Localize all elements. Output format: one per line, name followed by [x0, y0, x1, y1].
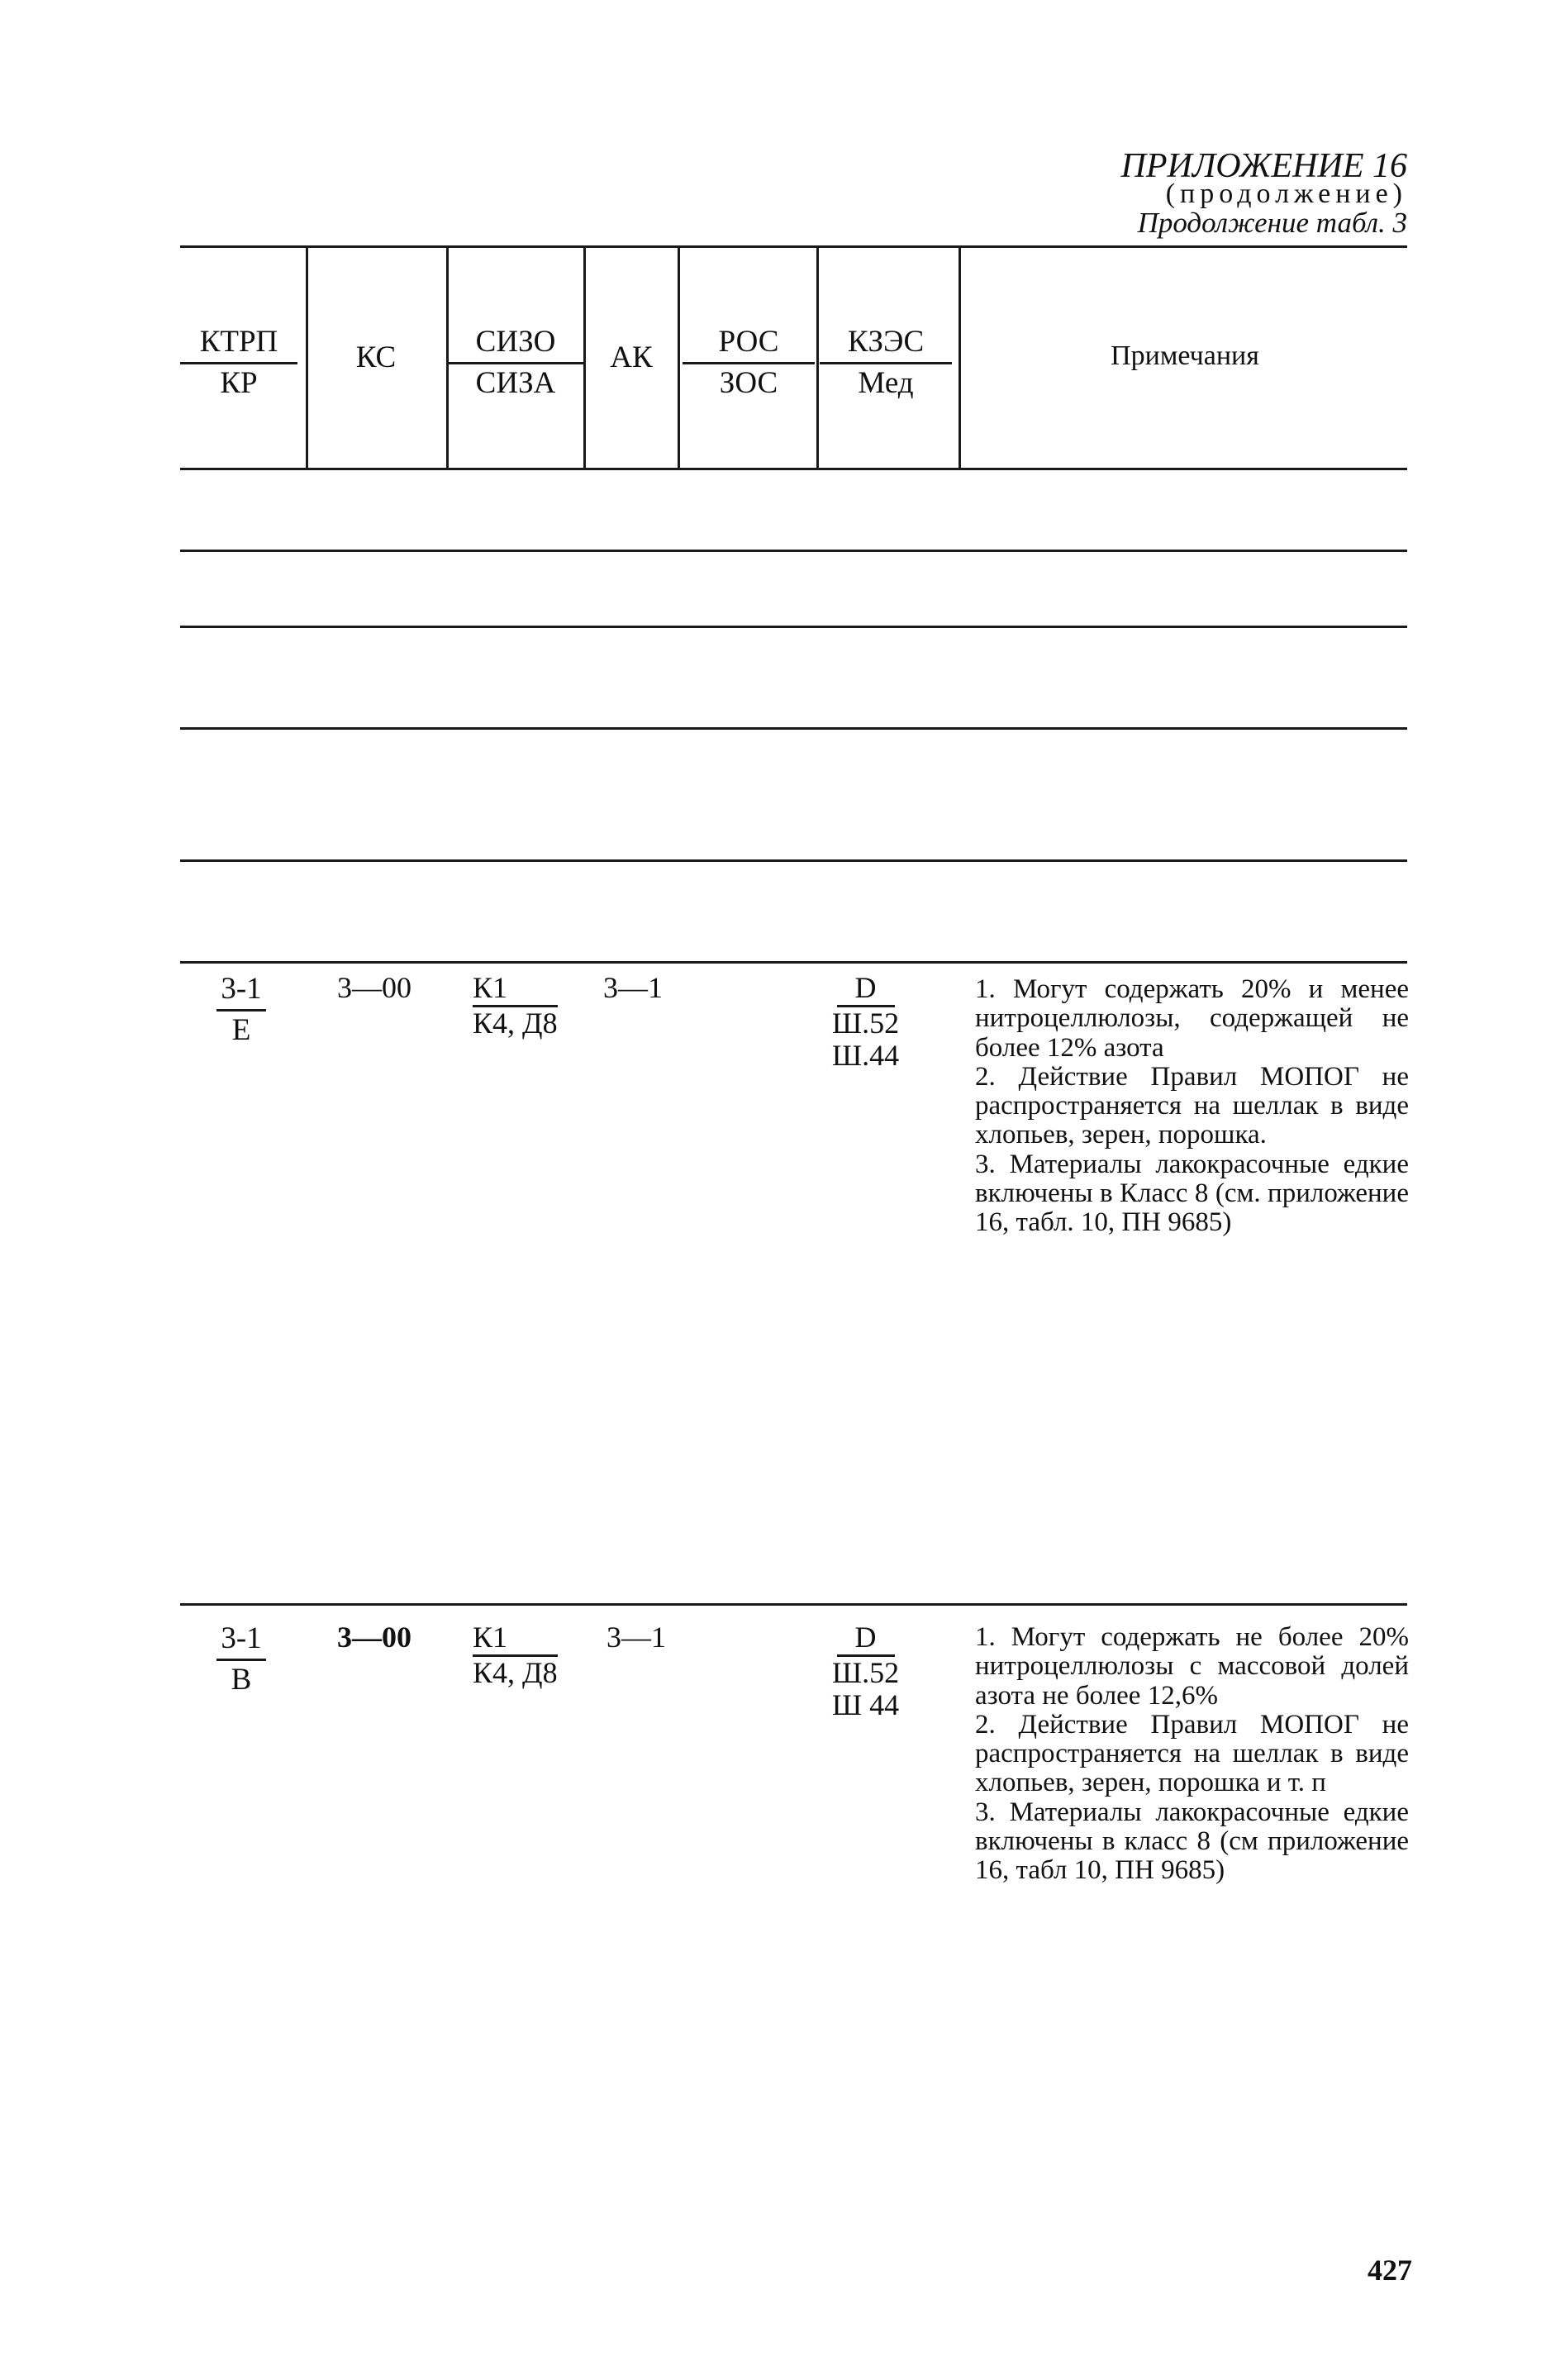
- header-ktrp-kr: [180, 325, 297, 401]
- row1-notes: [975, 975, 1409, 1238]
- row1-siza: К4, Д8: [473, 1006, 558, 1040]
- row-rule: [180, 961, 1407, 964]
- header-kzes-med: [820, 325, 952, 401]
- row1-sizo-siza: [473, 972, 558, 1040]
- row2-kr: В: [231, 1662, 252, 1697]
- row2-ktrp-kr: [216, 1621, 266, 1697]
- table-continued: Продолжение табл. 3: [1137, 207, 1407, 239]
- row2-med-2: Ш 44: [831, 1688, 900, 1722]
- appendix-title: ПРИЛОЖЕНИЕ 16: [1120, 147, 1407, 185]
- header-zos: ЗОС: [719, 365, 778, 400]
- column-divider: [306, 248, 308, 468]
- row1-med-2: Ш.44: [831, 1039, 900, 1073]
- row1-sizo: К1: [473, 971, 508, 1004]
- row2-note-2: 2. Действие Правил МОПОГ не распространяется на шеллак в виде хлопьев, зерен, порошка и т. п: [975, 1709, 1409, 1798]
- header-ros: РОС: [683, 325, 815, 364]
- header-bottom-rule: [180, 468, 1407, 470]
- column-divider: [959, 248, 961, 468]
- row-rule: [180, 550, 1407, 552]
- row2-kzes: D: [837, 1621, 895, 1657]
- row1-med-1: Ш.52: [831, 1006, 900, 1040]
- row1-kzes-med: [810, 972, 921, 1073]
- row1-ak: 3—1: [603, 971, 663, 1004]
- row2-sizo: К1: [473, 1621, 508, 1654]
- table-top-rule: [180, 245, 1407, 248]
- column-divider: [816, 248, 819, 468]
- row1-kr: Е: [231, 1012, 251, 1047]
- row2-notes: [975, 1623, 1409, 1886]
- header-ktrp: КТРП: [180, 325, 297, 364]
- header-notes: Примечания: [1111, 340, 1259, 371]
- header-kr: КР: [220, 365, 258, 400]
- row1-note-2: 2. Действие Правил МОПОГ не распространяется на шеллак в виде хлопьев, зерен, порошка.: [975, 1061, 1409, 1150]
- header-kzes: КЗЭС: [820, 325, 952, 364]
- row-rule: [180, 727, 1407, 730]
- row1-kzes: D: [837, 972, 895, 1007]
- row2-note-1: 1. Могут содержать не более 20% нитроцеллюлозы с массовой долей азота не более 12,6%: [975, 1622, 1409, 1711]
- page-number: 427: [1368, 2254, 1412, 2287]
- row-rule: [180, 1603, 1407, 1606]
- row2-siza: К4, Д8: [473, 1655, 558, 1689]
- header-ak: АК: [610, 340, 653, 374]
- row1-note-3: 3. Материалы лакокрасочные едкие включены в Класс 8 (см. приложение 16, табл. 10, ПН 9685): [975, 1149, 1409, 1238]
- appendix-continued: (продолжение): [1165, 178, 1407, 209]
- row1-note-1: 1. Могут содержать 20% и менее нитроцеллюлозы, содержащей не более 12% азота: [975, 974, 1409, 1063]
- row2-note-3: 3. Материалы лакокрасочные едкие включены в класс 8 (см приложение 16, табл 10, ПН 9685): [975, 1797, 1409, 1886]
- header-ks: КС: [355, 340, 397, 374]
- header-sizo: СИЗО: [448, 325, 583, 364]
- row2-ak: 3—1: [607, 1621, 666, 1654]
- row-rule: [180, 626, 1407, 628]
- row2-med-1: Ш.52: [831, 1655, 900, 1689]
- row2-kzes-med: [810, 1621, 921, 1722]
- row-rule: [180, 859, 1407, 862]
- header-sizo-siza: [448, 325, 583, 401]
- row1-ktrp: 3-1: [216, 972, 266, 1011]
- row2-sizo-siza: [473, 1621, 558, 1689]
- row1-ks: 3—00: [337, 971, 411, 1004]
- row1-ktrp-kr: [216, 972, 266, 1048]
- row2-ktrp: 3-1: [216, 1621, 266, 1661]
- row2-ks: 3—00: [337, 1621, 411, 1654]
- header-med: Мед: [858, 365, 914, 400]
- column-divider: [678, 248, 680, 468]
- header-siza: СИЗА: [475, 365, 556, 400]
- header-ros-zos: [683, 325, 815, 401]
